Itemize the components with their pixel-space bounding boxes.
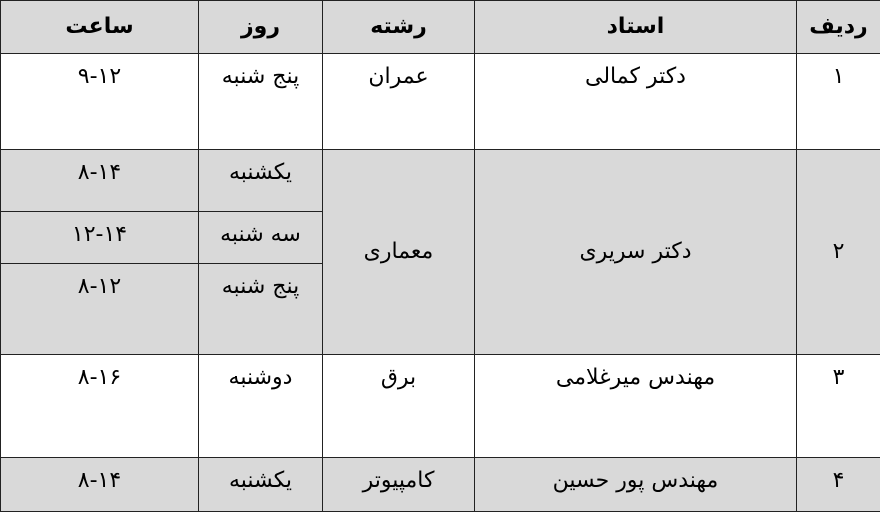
field-cell: برق xyxy=(323,355,475,458)
table-row xyxy=(1,150,880,212)
day-cell: یکشنبه xyxy=(199,150,323,212)
time-cell: ۸-۱۲ xyxy=(1,264,199,355)
row-number-cell: ۳ xyxy=(797,355,880,458)
teacher-cell: دکتر سریری xyxy=(475,150,797,355)
field-cell: عمران xyxy=(323,54,475,150)
day-cell: پنج شنبه xyxy=(199,54,323,150)
table-header-row xyxy=(1,1,880,54)
time-cell: ۸-۱۴ xyxy=(1,150,199,212)
table-row xyxy=(1,54,880,150)
header-day: روز xyxy=(199,1,323,54)
day-cell: دوشنبه xyxy=(199,355,323,458)
header-teacher: استاد xyxy=(475,1,797,54)
day-cell: سه شنبه xyxy=(199,212,323,264)
header-row-number: ردیف xyxy=(797,1,880,54)
time-cell: ۸-۱۶ xyxy=(1,355,199,458)
time-cell: ۱۲-۱۴ xyxy=(1,212,199,264)
table-row xyxy=(1,355,880,458)
table-row xyxy=(1,458,880,512)
field-cell: معماری xyxy=(323,150,475,355)
field-cell: کامپیوتر xyxy=(323,458,475,512)
row-number-cell: ۱ xyxy=(797,54,880,150)
time-cell: ۹-۱۲ xyxy=(1,54,199,150)
teacher-cell: مهندس میرغلامی xyxy=(475,355,797,458)
teacher-cell: مهندس پور حسین xyxy=(475,458,797,512)
day-cell: پنج شنبه xyxy=(199,264,323,355)
header-field: رشته xyxy=(323,1,475,54)
day-cell: یکشنبه xyxy=(199,458,323,512)
row-number-cell: ۴ xyxy=(797,458,880,512)
time-cell: ۸-۱۴ xyxy=(1,458,199,512)
teacher-cell: دکتر کمالی xyxy=(475,54,797,150)
header-time: ساعت xyxy=(1,1,199,54)
row-number-cell: ۲ xyxy=(797,150,880,355)
